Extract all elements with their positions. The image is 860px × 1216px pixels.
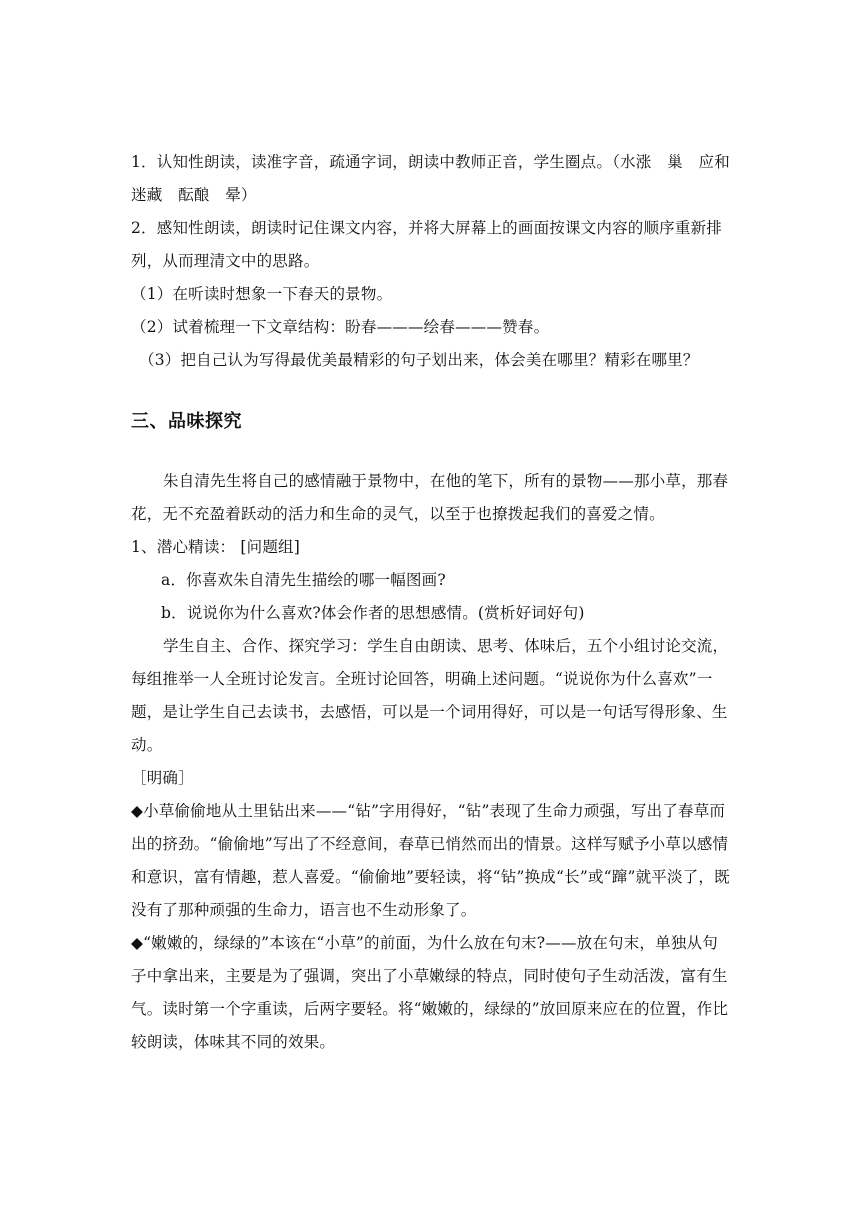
clarify-heading: ［明确］ — [131, 769, 194, 787]
question-a: a．你喜欢朱自清先生描绘的哪一幅图画? — [161, 571, 446, 589]
document-content — [131, 146, 746, 1059]
reading-subitem-2: （2）试着梳理一下文章结构：盼春———绘春———赞春。 — [131, 318, 550, 336]
question-b: b．说说你为什么喜欢?体会作者的思想感情。(赏析好词好句) — [161, 604, 585, 622]
learning-activity: 学生自主、合作、探究学习：学生自由朗读、思考、体味后，五个小组讨论交流，每组推举一人全班讨论发言。全班讨论回答，明确上述问题。“说说你为什么喜欢”一题，是让学生自己去读书，去感悟，可以是一个词用得好，可以是一句话写得形象、生动。 — [131, 637, 729, 754]
analysis-point-1: ◆小草偷偷地从土里钻出来——“钻”字用得好，“钻”表现了生命力顽强，写出了春草而出的挤劲。“偷偷地”写出了不经意间，春草已悄然而出的情景。这样写赋予小草以感情和意识，富有情趣，惹人喜爱。“偷偷地”要轻读，将“钻”换成“长”或“蹿”就平淡了，既没有了那种顽强的生命力，语言也不生动形象了。 — [131, 802, 730, 919]
section-title: 三、品味探究 — [131, 411, 242, 432]
reading-subitem-3: （3）把自己认为写得最优美最精彩的句子划出来，体会美在哪里？精彩在哪里？ — [139, 351, 699, 369]
analysis-point-2: ◆“嫩嫩的，绿绿的”本该在“小草”的前面，为什么放在句末?——放在句末，单独从句子中拿出来，主要是为了强调，突出了小草嫩绿的特点，同时使句子生动活泼，富有生气。读时第一个字重读，后两字要轻。将“嫩嫩的，绿绿的”放回原来应在的位置，作比较朗读，体味其不同的效果。 — [131, 934, 729, 1051]
reading-subitem-1: （1）在听读时想象一下春天的景物。 — [131, 285, 393, 303]
question-group-heading: 1、潜心精读： [问题组] — [131, 538, 300, 556]
reading-step-1: 1．认知性朗读，读准字音，疏通字词，朗读中教师正音，学生圈点。（水涨 巢 应和 迷藏 酝酿 晕） — [131, 153, 746, 204]
reading-step-2: 2．感知性朗读，朗读时记住课文内容，并将大屏幕上的画面按课文内容的顺序重新排列，从而理清文中的思路。 — [131, 219, 722, 270]
section-intro: 朱自清先生将自己的感情融于景物中，在他的笔下，所有的景物——那小草，那春花，无不充盈着跃动的活力和生命的灵气，以至于也撩拨起我们的喜爱之情。 — [131, 472, 729, 523]
